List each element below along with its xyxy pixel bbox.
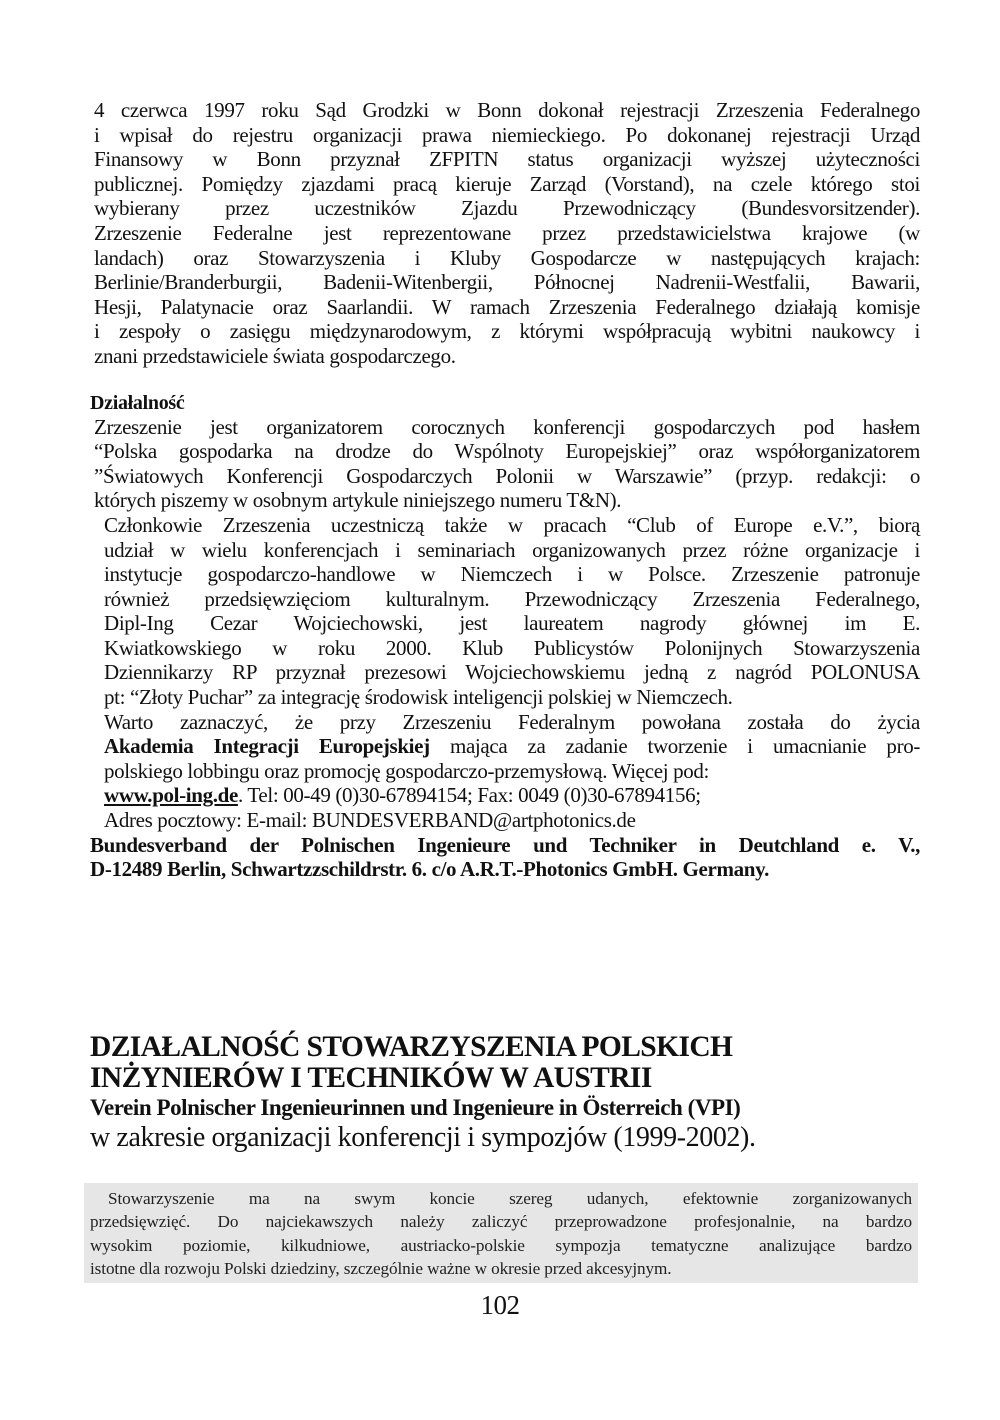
- lead-paragraph-box: [84, 1183, 918, 1283]
- text-line: [90, 734, 920, 759]
- activity-paragraph-2: [90, 513, 920, 710]
- text-line: Zrzeszenie jest organizatorem corocznych konferencji gospodarczych pod hasłem: [94, 414, 920, 439]
- text-line: pt: “Złoty Puchar” za integrację środowisk inteligencji polskiej w Niemczech.: [104, 685, 733, 710]
- page-number: 102: [480, 1290, 520, 1320]
- academy-name: Akademia Integracji Europejskiej: [104, 734, 430, 759]
- text-line: znani przedstawiciele świata gospodarczego.: [94, 343, 456, 368]
- page-body: [90, 98, 920, 882]
- text-line: Finansowy w Bonn przyznał ZFPITN status organizacji wyższej użyteczności: [94, 147, 920, 172]
- text-line: instytucje gospodarczo-handlowe w Niemczech i w Polsce. Zrzeszenie patronuje: [104, 562, 920, 587]
- address-block: [90, 833, 920, 882]
- article-title-line-2: INŻYNIERÓW I TECHNIKÓW W AUSTRII: [90, 1062, 652, 1094]
- text-line: udział w wielu konferencjach i seminariach organizowanych przez różne organizacje i: [104, 537, 920, 562]
- article-subtitle-german: Verein Polnischer Ingenieurinnen und Ingenieure in Österreich (VPI): [90, 1095, 741, 1120]
- text-line: Dipl-Ing Cezar Wojciechowski, jest laureatem nagrody głównej im E.: [104, 611, 920, 636]
- lead-line: przedsięwzięć. Do najciekawszych należy zaliczyć przeprowadzone profesjonalnie, na bardzo: [90, 1212, 912, 1232]
- article-title-line-1: DZIAŁALNOŚĆ STOWARZYSZENIA POLSKICH: [90, 1031, 733, 1063]
- text-line: których piszemy w osobnym artykule niniejszego numeru T&N).: [94, 488, 622, 513]
- text-line: Zrzeszenie Federalne jest reprezentowane przez przedstawicielstwa krajowe (w: [94, 220, 920, 245]
- text-line: 4 czerwca 1997 roku Sąd Grodzki w Bonn dokonał rejestracji Zrzeszenia Federalnego: [94, 98, 920, 122]
- website-link[interactable]: www.pol-ing.de: [104, 783, 238, 808]
- text-line: ”Światowych Konferencji Gospodarczych Polonii w Warszawie” (przyp. redakcji: o: [94, 463, 920, 488]
- text-line: Dziennikarzy RP przyznał prezesowi Wojciechowskiemu jedną z nagród POLONUSA: [104, 660, 920, 685]
- lead-line: istotne dla rozwoju Polski dziedziny, szczególnie ważne w okresie przed akcesyjnym.: [90, 1258, 672, 1278]
- address-line: Bundesverband der Polnischen Ingenieure und Techniker in Deutchland e. V.,: [90, 832, 920, 857]
- text-line: wybierany przez uczestników Zjazdu Przewodniczący (Bundesvorsitzender).: [94, 196, 920, 221]
- section-heading-activity: Działalność: [90, 391, 185, 414]
- intro-paragraph: [90, 98, 920, 369]
- text-line: i wpisał do rejestru organizacji prawa niemieckiego. Po dokonanej rejestracji Urząd: [94, 122, 920, 147]
- activity-paragraph-1: [90, 415, 920, 513]
- article-subtitle-range: w zakresie organizacji konferencji i sympozjów (1999-2002).: [90, 1122, 756, 1153]
- text-line: Hesji, Palatynacie oraz Saarlandii. W ramach Zrzeszenia Federalnego działają komisje: [94, 294, 920, 319]
- activity-paragraph-3: [90, 710, 920, 833]
- text-line: Warto zaznaczyć, że przy Zrzeszeniu Federalnym powołana została do życia: [104, 709, 920, 734]
- austria-article-header: [90, 1032, 920, 1154]
- lead-line: wysokim poziomie, kilkudniowe, austriacko-polskie sympozja tematyczne analizujące bardzo: [90, 1235, 912, 1255]
- text-line: Berlinie/Branderburgii, Badenii-Witenbergii, Północnej Nadrenii-Westfalii, Bawarii,: [94, 270, 920, 295]
- text-line: Członkowie Zrzeszenia uczestniczą także w pracach “Club of Europe e.V.”, biorą: [104, 512, 920, 537]
- text-line: i zespoły o zasięgu międzynarodowym, z którymi współpracują wybitni naukowcy i: [94, 319, 920, 344]
- text-fragment: mająca za zadanie tworzenie i umacnianie pro-: [429, 734, 921, 759]
- phone-fax-text: . Tel: 00-49 (0)30-67894154; Fax: 0049 (0)30-67894156;: [237, 783, 701, 808]
- text-line: landach) oraz Stowarzyszenia i Kluby Gospodarcze w następujących krajach:: [94, 245, 920, 270]
- email-line: Adres pocztowy: E-mail: BUNDESVERBAND@artphotonics.de: [104, 808, 636, 833]
- text-line: publicznej. Pomiędzy zjazdami pracą kieruje Zarząd (Vorstand), na czele którego stoi: [94, 171, 920, 196]
- contact-line: [90, 783, 920, 808]
- spacer: [90, 369, 920, 392]
- text-line: “Polska gospodarka na drodze do Wspólnoty Europejskiej” oraz współorganizatorem: [94, 439, 920, 464]
- address-line: D-12489 Berlin, Schwartzzschildrstr. 6. c/o A.R.T.-Photonics GmbH. Germany.: [90, 857, 769, 882]
- text-line: Kwiatkowskiego w roku 2000. Klub Publicystów Polonijnych Stowarzyszenia: [104, 635, 920, 660]
- text-line: polskiego lobbingu oraz promocję gospodarczo-przemysłową. Więcej pod:: [104, 758, 710, 783]
- text-line: również przedsięwzięciom kulturalnym. Przewodniczący Zrzeszenia Federalnego,: [104, 586, 920, 611]
- lead-line: Stowarzyszenie ma na swym koncie szereg udanych, efektownie zorganizowanych: [108, 1189, 912, 1208]
